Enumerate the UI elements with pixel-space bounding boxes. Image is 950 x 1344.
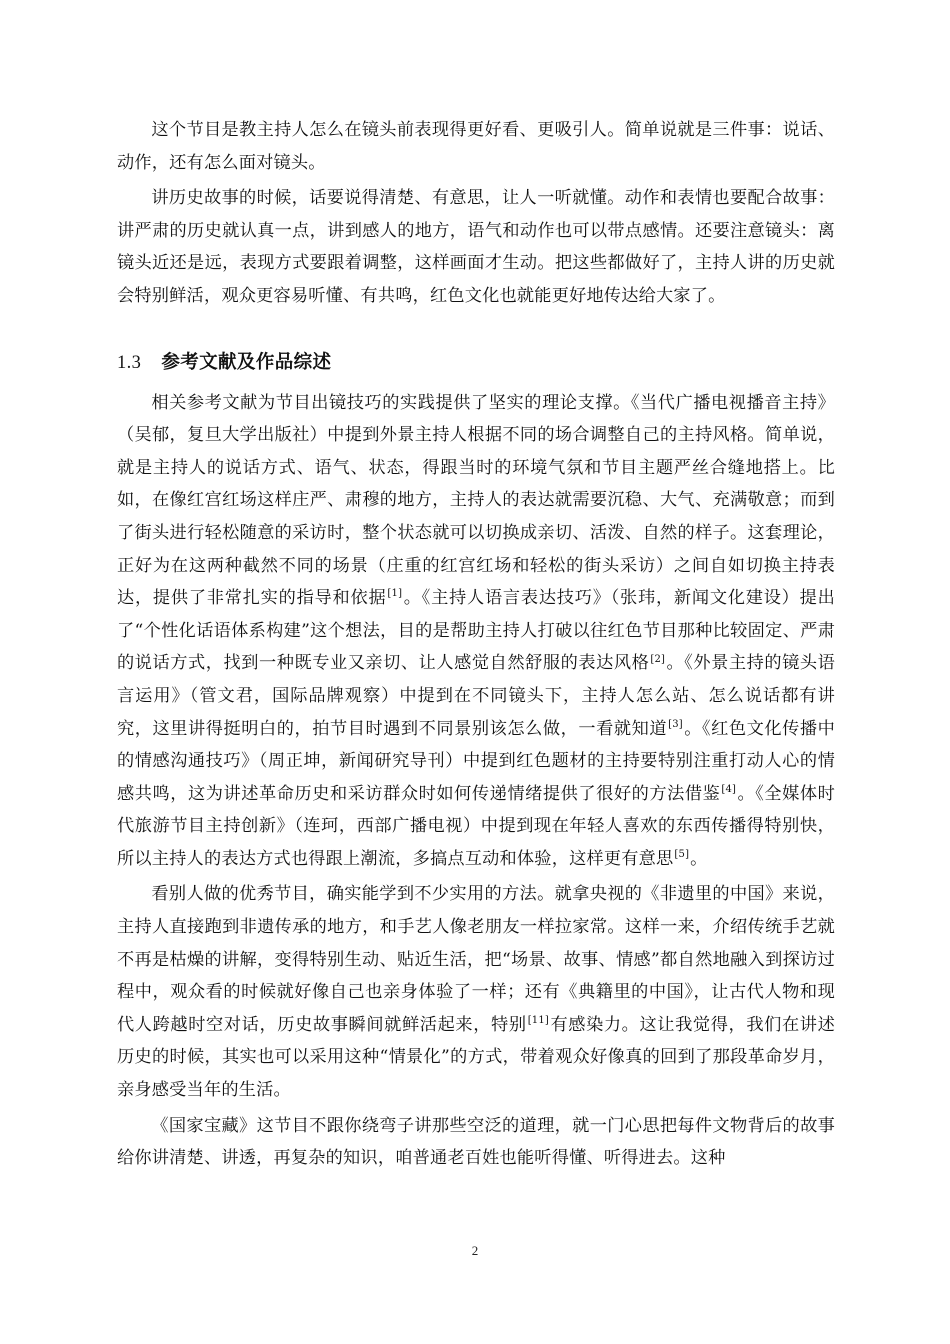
paragraph-literature-review xyxy=(117,387,835,876)
paragraph-national-treasure: 《国家宝藏》这节目不跟你绕弯子讲那些空泛的道理，就一门心思把每件文物背后的故事给你讲清楚、讲透，再复杂的知识，咱普通老百姓也能听得懂、听得进去。这种 xyxy=(117,1115,835,1169)
paragraph-history-storytelling: 讲历史故事的时候，话要说得清楚、有意思，让人一听就懂。动作和表情也要配合故事：讲严肃的历史就认真一点，讲到感人的地方，语气和动作也可以带点感情。还要注意镜头：离镜头近还是远，表现方式要跟着调整，这样画面才生动。把这些都做好了，主持人讲的历史就会特别鲜活，观众更容易听懂、有共鸣，红色文化也就能更好地传达给大家了。 xyxy=(117,188,835,306)
page-number: 2 xyxy=(471,1243,479,1258)
body-content xyxy=(117,114,835,1175)
section-number: 1.3 xyxy=(117,352,142,373)
text-segment: 相关参考文献为节目出镜技巧的实践提供了坚实的理论支撑。《当代广播电视播音主持》（吴郁，复旦大学出版社）中提到外景主持人根据不同的场合调整自己的主持风格。简单说，就是主持人的说话方式、语气、状态，得跟当时的环境气氛和节目主题严丝合缝地搭上。比如，在像红宫红场这样庄严、肃穆的地方，主持人的表达就需要沉稳、大气、充满敬意；而到了街头进行轻松随意的采访时，整个状态就可以切换成亲切、活泼、自然的样子。这套理论，正好为在这两种截然不同的场景（庄重的红宫红场和轻松的街头采访）之间自如切换主持表达，提供了非常扎实的指导和依据 xyxy=(117,392,835,609)
text-segment: 看别人做的优秀节目，确实能学到不少实用的方法。就拿央视的《非遗里的中国》来说，主持人直接跑到非遗传承的地方，和手艺人像老朋友一样拉家常。这样一来，介绍传统手艺就不再是枯燥的讲解，变得特别生动、贴近生活，把“场景、故事、情感”都自然地融入到探访过程中，观众看的时候就好像自己也亲身体验了一样；还有《典籍里的中国》，让古代人物和现代人跨越时空对话，历史故事瞬间就鲜活起来，特别 xyxy=(117,884,835,1035)
text-segment: 。《全媒体时代旅游节目主持创新》（连珂，西部广播电视）中提到现在年轻人喜欢的东西传播得特别快，所以主持人的表达方式也得跟上潮流，多搞点互动和体验，这样更有意思 xyxy=(117,783,835,869)
citation-11: [11] xyxy=(527,1015,550,1027)
citation-4: [4] xyxy=(721,783,737,795)
text-segment: 。《红色文化传播中的情感沟通技巧》（周正坤，新闻研究导刊）中提到红色题材的主持要特别注重打动人心的情感共鸣，这为讲述革命历史和采访群众时如何传递情绪提供了很好的方法借鉴 xyxy=(117,718,836,804)
text-segment: 。 xyxy=(690,848,708,869)
citation-2: [2] xyxy=(650,653,666,665)
citation-3: [3] xyxy=(668,718,683,730)
citation-1: [1] xyxy=(387,588,403,600)
section-heading xyxy=(117,347,835,379)
text-segment: 有感染力。这让我觉得，我们在讲述历史的时候，其实也可以采用这种“情景化”的方式，带着观众好像真的回到了那段革命岁月，亲身感受当年的生活。 xyxy=(117,1014,836,1101)
paragraph-program-examples xyxy=(117,878,835,1106)
paragraph-intro: 这个节目是教主持人怎么在镜头前表现得更好看、更吸引人。简单说就是三件事：说话、动作，还有怎么面对镜头。 xyxy=(117,120,835,173)
citation-5: [5] xyxy=(674,849,690,861)
text-segment: 。《主持人语言表达技巧》（张玮，新闻文化建设）提出了“个性化话语体系构建”这个想法，目的是帮助主持人打破以往红色节目那种比较固定、严肃的说话方式，找到一种既专业又亲切、让人感觉自然舒服的表达风格 xyxy=(117,588,835,674)
text-segment: 。《外景主持的镜头语言运用》（管文君，国际品牌观察）中提到在不同镜头下，主持人怎么站、怎么说话都有讲究，这里讲得挺明白的，拍节目时遇到不同景别该怎么做，一看就知道 xyxy=(117,653,835,739)
section-title: 参考文献及作品综述 xyxy=(161,351,332,373)
